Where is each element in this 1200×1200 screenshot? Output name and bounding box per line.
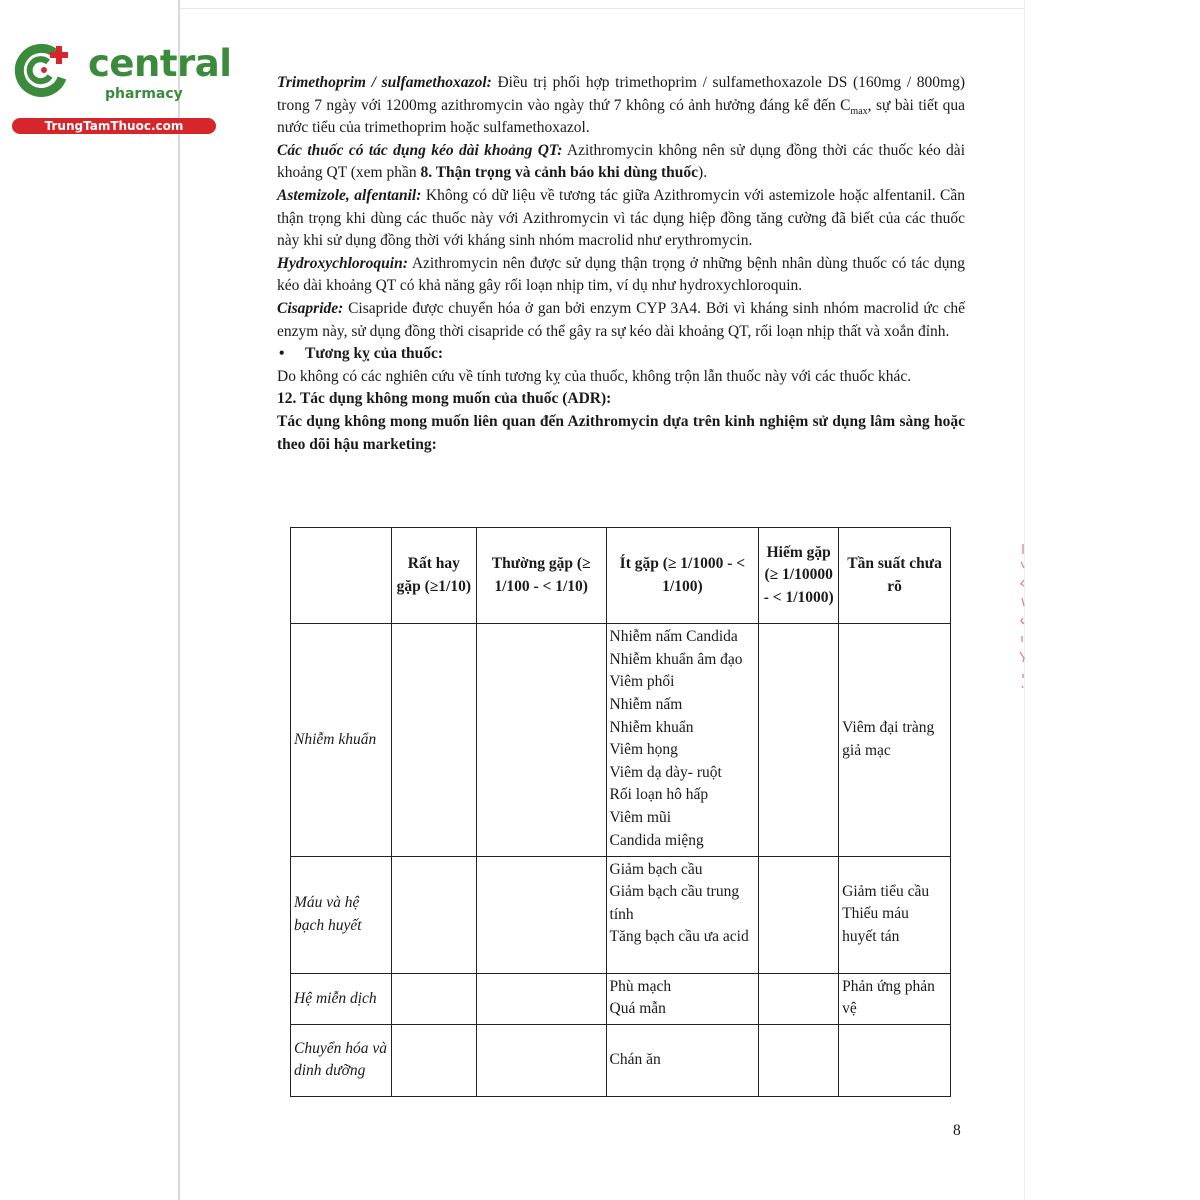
list-item: Giảm bạch cầu <box>609 860 703 878</box>
paragraph-lead: Hydroxychloroquin: <box>277 254 408 272</box>
paragraph-text: Cisapride được chuyển hóa ở gan bởi enzym CYP 3A4. Bởi vì kháng sinh nhóm macrolid ức chế enzym này, sử dụng đồng thời cisapride có thể gây ra sự kéo dài khoảng QT, rối loạn nhịp thất và xoắn đỉnh. <box>277 299 965 340</box>
paragraph-text: Azithromycin nên được sử dụng thận trọng ở những bệnh nhân dùng thuốc có tác dụng kéo dài khoảng QT có khả năng gây rối loạn nhịp tim, ví dụ như hydroxychloroquin. <box>277 254 965 295</box>
table-cell-unknown <box>839 973 951 1024</box>
table-cell <box>759 624 839 856</box>
subscript-text: max <box>850 105 868 117</box>
list-item: Tăng bạch cầu ưa acid <box>609 928 749 946</box>
paragraph-trimethoprim <box>277 72 965 140</box>
list-item: Nhiễm nấm Candida <box>609 628 738 646</box>
table-cell-uncommon <box>606 856 759 973</box>
list-item: Giảm tiểu cầu <box>842 882 930 900</box>
list-item: Giảm bạch cầu trung tính <box>609 883 740 923</box>
table-cell <box>391 973 476 1024</box>
list-item: Phù mạch <box>609 977 672 995</box>
table-category-cell: Máu và hệ bạch huyết <box>291 856 392 973</box>
section-reference: 8. Thận trọng và cảnh báo khi dùng thuốc <box>420 164 699 182</box>
table-row <box>291 973 951 1024</box>
logo-url-badge[interactable]: TrungTamThuoc.com <box>12 118 216 134</box>
list-item: Phản ứng phản vệ <box>842 977 935 1018</box>
paragraph-qt-drugs <box>277 140 965 185</box>
paragraph-hydroxychloroquin <box>277 253 965 298</box>
bullet-icon: • <box>279 345 285 363</box>
table-cell <box>391 856 476 973</box>
section-intro: Tác dụng không mong muốn liên quan đến Azithromycin dựa trên kinh nghiệm sử dụng lâm sàng hoặc theo dõi hậu marketing: <box>277 412 965 453</box>
paragraph-lead: Trimethoprim / sulfamethoxazol: <box>277 74 492 91</box>
table-cell <box>839 1024 951 1096</box>
paragraph-cisapride <box>277 298 965 343</box>
table-cell <box>391 624 476 856</box>
red-stamp-mark-icon <box>1016 540 1028 690</box>
paragraph-lead: Cisapride: <box>277 299 344 317</box>
table-header-cell: Ít gặp (≥ 1/1000 - < 1/100) <box>606 528 759 624</box>
table-cell-unknown <box>839 624 951 856</box>
central-pharmacy-logo[interactable] <box>8 38 232 138</box>
table-cell <box>476 973 606 1024</box>
paragraph-text: Azithromycin không nên sử dụng đồng thời các thuốc kéo dài khoảng QT (xem phần <box>277 141 965 182</box>
list-item: Rối loạn hô hấp <box>609 786 709 804</box>
table-header-cell: Tần suất chưa rõ <box>839 528 951 624</box>
paragraph-lead: Các thuốc có tác dụng kéo dài khoảng QT: <box>277 141 563 159</box>
table-category-cell: Nhiễm khuẩn <box>291 624 392 856</box>
paragraph-compatibility: Do không có các nghiên cứu về tính tương kỵ của thuốc, không trộn lẫn thuốc này với các thuốc khác. <box>277 367 912 385</box>
paragraph-lead: Astemizole, alfentanil: <box>277 186 422 204</box>
list-item: Thiếu máu huyết tán <box>842 905 909 945</box>
logo-subtitle: pharmacy <box>105 86 183 102</box>
bullet-text: Tương kỵ của thuốc: <box>305 345 444 363</box>
table-cell-unknown <box>839 856 951 973</box>
list-item: Quá mẫn <box>609 1000 666 1018</box>
table-cell <box>759 856 839 973</box>
list-item: Viêm phổi <box>609 673 675 691</box>
paragraph-text: ). <box>698 164 708 182</box>
paragraph-text: , sự bài tiết qua nước tiểu của trimethoprim hoặc sulfamethoxazol. <box>277 96 965 137</box>
table-category-cell: Chuyển hóa và dinh dưỡng <box>291 1024 392 1096</box>
adr-table <box>290 527 951 1097</box>
table-header-cell: Thường gặp (≥ 1/100 - < 1/10) <box>476 528 606 624</box>
table-cell <box>476 1024 606 1096</box>
list-item: Nhiễm nấm <box>609 695 683 713</box>
list-item: Viêm mũi <box>609 808 672 826</box>
page-edge-top <box>180 8 1025 9</box>
table-cell <box>759 973 839 1024</box>
page-number: 8 <box>953 1122 961 1139</box>
table-category-cell: Hệ miễn dịch <box>291 973 392 1024</box>
table-cell-uncommon <box>606 1024 759 1096</box>
table-header-cell <box>291 528 392 624</box>
table-header-row <box>291 528 951 624</box>
logo-name: central <box>88 42 232 85</box>
paragraph-astemizole <box>277 185 965 253</box>
table-row <box>291 624 951 856</box>
document-body <box>277 72 965 456</box>
bullet-heading-compatibility <box>277 343 965 366</box>
table-row <box>291 1024 951 1096</box>
list-item: Viêm dạ dày- ruột <box>609 763 722 781</box>
table-header-cell: Hiếm gặp (≥ 1/10000 - < 1/1000) <box>759 528 839 624</box>
list-item: Chán ăn <box>609 1051 661 1069</box>
table-cell <box>759 1024 839 1096</box>
list-item: Nhiễm khuẩn âm đạo <box>609 650 743 668</box>
table-cell-uncommon <box>606 624 759 856</box>
paragraph-text: Điều trị phối hợp trimethoprim / sulfamethoxazole DS (160mg / 800mg) trong 7 ngày với 1200mg azithromycin vào ngày thứ 7 không có ảnh hưởng đáng kể đến C <box>277 74 965 114</box>
table-header-cell: Rất hay gặp (≥1/10) <box>391 528 476 624</box>
paragraph-text: Không có dữ liệu về tương tác giữa Azithromycin với astemizole hoặc alfentanil. Cần thận trọng khi dùng các thuốc này với Azithromycin vì tác dụng hiệp đồng tăng cường đã biết của các thuốc này khi sử dụng đồng thời với kháng sinh nhóm macrolid như erythromycin. <box>277 186 965 250</box>
list-item: Nhiễm khuẩn <box>609 718 694 736</box>
pharmacy-cross-logo-icon <box>12 40 72 100</box>
table-cell <box>476 856 606 973</box>
table-cell-uncommon <box>606 973 759 1024</box>
list-item: Candida miệng <box>609 831 704 849</box>
table-cell <box>391 1024 476 1096</box>
list-item: Viêm họng <box>609 741 678 759</box>
page-edge-left <box>178 0 180 1200</box>
list-item: Viêm đại tràng giả mạc <box>842 719 935 759</box>
table-row <box>291 856 951 973</box>
table-cell <box>476 624 606 856</box>
section-heading: 12. Tác dụng không mong muốn của thuốc (ADR): <box>277 390 612 408</box>
